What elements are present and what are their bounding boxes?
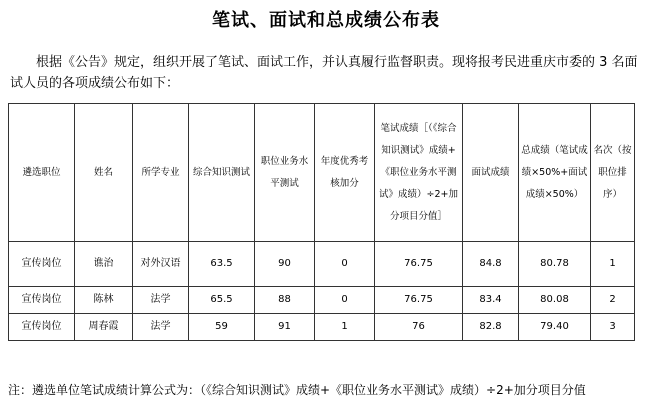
header-rank: 名次（按职位排序） [591,104,635,242]
cell-name: 陈林 [75,287,133,314]
header-business-level: 职位业务水平测试 [255,104,315,242]
cell-general-knowledge: 65.5 [189,287,255,314]
cell-business-level: 88 [255,287,315,314]
cell-interview-score: 82.8 [463,314,519,341]
cell-interview-score: 84.8 [463,242,519,287]
header-major: 所学专业 [133,104,189,242]
cell-rank: 1 [591,242,635,287]
cell-position: 宣传岗位 [9,314,75,341]
cell-total-score: 80.78 [519,242,591,287]
cell-position: 宣传岗位 [9,242,75,287]
cell-rank: 3 [591,314,635,341]
cell-major: 法学 [133,314,189,341]
cell-business-level: 91 [255,314,315,341]
cell-written-score: 76 [375,314,463,341]
header-position: 遴选职位 [9,104,75,242]
cell-major: 法学 [133,287,189,314]
scores-table [8,103,635,341]
cell-bonus: 0 [315,242,375,287]
cell-position: 宣传岗位 [9,287,75,314]
cell-total-score: 80.08 [519,287,591,314]
header-general-knowledge: 综合知识测试 [189,104,255,242]
formula-note: 注：遴选单位笔试成绩计算公式为：（《综合知识测试》成绩+《职位业务水平测试》成绩）÷2+加分项目分值 [8,383,586,397]
page-title: 笔试、面试和总成绩公布表 [212,10,440,31]
header-row [9,104,635,242]
header-written-score: 笔试成绩［（《综合知识测试》成绩+《职位业务水平测试》成绩）÷2+加分项目分值］ [375,104,463,242]
cell-rank: 2 [591,287,635,314]
header-interview-score: 面试成绩 [463,104,519,242]
cell-name: 谯治 [75,242,133,287]
intro-paragraph [10,52,646,94]
cell-name: 周春霞 [75,314,133,341]
cell-interview-score: 83.4 [463,287,519,314]
intro-text: 根据《公告》规定，组织开展了笔试、面试工作，并认真履行监督职责。现将报考民进重庆市委的 3 名面试人员的各项成绩公布如下： [10,55,638,91]
cell-general-knowledge: 63.5 [189,242,255,287]
cell-bonus: 1 [315,314,375,341]
table-row [9,242,635,287]
cell-major: 对外汉语 [133,242,189,287]
cell-general-knowledge: 59 [189,314,255,341]
cell-written-score: 76.75 [375,242,463,287]
table-row [9,287,635,314]
header-name: 姓名 [75,104,133,242]
header-total-score: 总成绩（笔试成绩×50%+面试成绩×50%） [519,104,591,242]
table-row [9,314,635,341]
cell-bonus: 0 [315,287,375,314]
header-bonus: 年度优秀考核加分 [315,104,375,242]
cell-total-score: 79.40 [519,314,591,341]
cell-business-level: 90 [255,242,315,287]
cell-written-score: 76.75 [375,287,463,314]
